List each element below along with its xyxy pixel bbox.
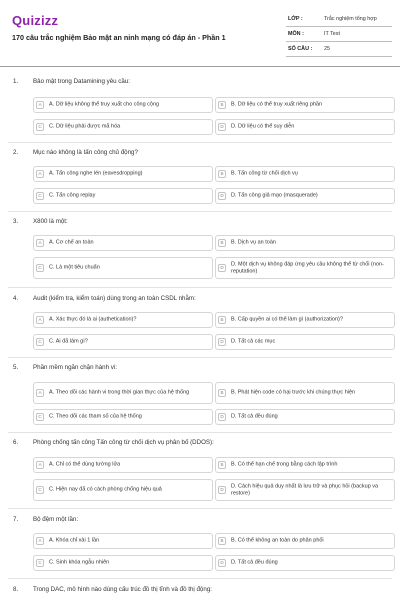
option-text: D. Dữ liệu có thể suy diễn xyxy=(231,123,295,130)
question-number: 4. xyxy=(13,295,19,302)
question-divider xyxy=(8,357,392,358)
question-text: Bảo mật trong Datamining yêu cầu: xyxy=(33,78,130,85)
meta-key: MÔN : xyxy=(288,31,304,37)
option-letter: B xyxy=(218,537,226,545)
option-d[interactable] xyxy=(215,479,395,501)
question-text: Trong DAC, mô hình nào dùng cấu trúc đồ thị tĩnh và đồ thị động: xyxy=(33,586,212,593)
option-text: D. Tất cả đều đúng xyxy=(231,559,278,566)
option-text: C. Sinh khóa ngẫu nhiên xyxy=(49,559,110,566)
option-text: A. Cơ chế an toàn xyxy=(49,239,94,246)
option-text: D. Tất cả đều đúng xyxy=(231,413,278,420)
question-text: Phòng chống tấn công Tấn công từ chối dịch vụ phân bố (DDOS): xyxy=(33,439,214,446)
option-b[interactable] xyxy=(215,533,395,549)
option-letter: B xyxy=(218,239,226,247)
option-letter: B xyxy=(218,389,226,397)
meta-key: SỐ CÂU : xyxy=(288,46,313,52)
option-letter: C xyxy=(36,123,44,131)
option-letter: C xyxy=(36,192,44,200)
option-c[interactable] xyxy=(33,334,213,350)
option-text: D. Cách hiệu quả duy nhất là lưu trữ và phục hồi (backup va restore) xyxy=(231,483,379,496)
option-letter: D xyxy=(218,559,226,567)
question-divider xyxy=(8,508,392,509)
option-d[interactable] xyxy=(215,409,395,425)
option-text: C. Là một tiêu chuẩn xyxy=(49,264,100,271)
question-divider xyxy=(8,142,392,143)
option-letter: B xyxy=(218,170,226,178)
option-text: A. Chỉ có thể dùng tường lửa xyxy=(49,461,121,468)
option-c[interactable] xyxy=(33,409,213,425)
option-letter: A xyxy=(36,239,44,247)
option-a[interactable] xyxy=(33,533,213,549)
option-d[interactable] xyxy=(215,334,395,350)
option-text: C. Tấn công replay xyxy=(49,192,96,199)
worksheet-meta xyxy=(286,12,392,57)
meta-value: 25 xyxy=(324,46,330,52)
header-divider xyxy=(0,66,400,67)
option-d[interactable] xyxy=(215,257,395,279)
option-b[interactable] xyxy=(215,235,395,251)
option-a[interactable] xyxy=(33,166,213,182)
option-letter: B xyxy=(218,461,226,469)
option-text: A. Xác thực đó là ai (authetication)? xyxy=(49,316,137,323)
option-a[interactable] xyxy=(33,312,213,328)
worksheet-header xyxy=(0,0,400,66)
option-text: B. Phát hiện code có hại trước khi chúng thực hiện xyxy=(231,389,356,396)
question-divider xyxy=(8,211,392,212)
option-c[interactable] xyxy=(33,188,213,204)
question-number: 6. xyxy=(13,439,19,446)
option-text: A. Dữ liệu không thể truy xuất cho công cộng xyxy=(49,101,160,108)
option-a[interactable] xyxy=(33,97,213,113)
option-text: B. Dịch vụ an toàn xyxy=(231,239,276,246)
option-b[interactable] xyxy=(215,312,395,328)
option-text: A. Khóa chỉ xài 1 lần xyxy=(49,537,100,544)
option-letter: C xyxy=(36,338,44,346)
meta-row-class xyxy=(286,12,392,27)
option-letter: A xyxy=(36,537,44,545)
meta-value: IT Test xyxy=(324,31,340,37)
option-letter: A xyxy=(36,101,44,109)
option-letter: C xyxy=(36,559,44,567)
option-text: A. Theo dõi các hành vi trong thời gian thực của hệ thống xyxy=(49,389,190,396)
question-text: Audit (kiểm tra, kiểm toán) dùng trong an toàn CSDL nhằm: xyxy=(33,295,196,302)
option-letter: D xyxy=(218,123,226,131)
option-c[interactable] xyxy=(33,119,213,135)
quizizz-logo: Quizizz xyxy=(12,13,59,28)
option-letter: B xyxy=(218,316,226,324)
option-b[interactable] xyxy=(215,457,395,473)
option-c[interactable] xyxy=(33,479,213,501)
question-divider xyxy=(8,287,392,288)
option-letter: A xyxy=(36,316,44,324)
option-letter: C xyxy=(36,413,44,421)
option-c[interactable] xyxy=(33,555,213,571)
option-text: D. Tất cả các mục xyxy=(231,338,276,345)
option-text: A. Tấn công nghe lén (eavesdropping) xyxy=(49,170,143,177)
option-text: C. Ai đã làm gì? xyxy=(49,338,88,345)
option-letter: D xyxy=(218,413,226,421)
option-d[interactable] xyxy=(215,555,395,571)
option-text: C. Dữ liệu phải được mã hóa xyxy=(49,123,121,130)
option-b[interactable] xyxy=(215,382,395,404)
option-text: B. Có thể hạn chế trong bằng cách lập trình xyxy=(231,461,338,468)
meta-row-subject xyxy=(286,27,392,42)
option-c[interactable] xyxy=(33,257,213,279)
option-letter: A xyxy=(36,461,44,469)
option-letter: D xyxy=(218,264,226,272)
option-text: C. Hiện nay đã có cách phòng chống hiệu quả xyxy=(49,486,162,493)
option-letter: C xyxy=(36,264,44,272)
question-number: 3. xyxy=(13,218,19,225)
worksheet-title: 170 câu trắc nghiệm Bảo mật an ninh mạng có đáp án - Phần 1 xyxy=(12,33,226,42)
option-letter: B xyxy=(218,101,226,109)
question-divider xyxy=(8,432,392,433)
question-text: Phần mềm ngăn chặn hành vi: xyxy=(33,364,117,371)
question-number: 5. xyxy=(13,364,19,371)
meta-row-count xyxy=(286,42,392,57)
question-number: 1. xyxy=(13,78,19,85)
question-divider xyxy=(8,578,392,579)
option-text: D. Một dịch vụ không đáp ứng yêu cầu không thể từ chối (non-reputation) xyxy=(231,261,384,274)
option-letter: D xyxy=(218,486,226,494)
question-text: Bộ đệm một lần: xyxy=(33,516,79,523)
option-text: C. Theo dõi các tham số của hệ thống xyxy=(49,413,142,420)
question-number: 8. xyxy=(13,586,19,593)
question-number: 2. xyxy=(13,149,19,156)
option-b[interactable] xyxy=(215,97,395,113)
option-letter: A xyxy=(36,170,44,178)
question-number: 7. xyxy=(13,516,19,523)
option-a[interactable] xyxy=(33,235,213,251)
option-text: D. Tấn công giả mạo (masquerade) xyxy=(231,192,318,199)
meta-key: LỚP : xyxy=(288,16,303,22)
option-letter: D xyxy=(218,338,226,346)
option-a[interactable] xyxy=(33,382,213,404)
option-text: B. Dữ liệu có thể truy xuất riêng phần xyxy=(231,101,323,108)
option-b[interactable] xyxy=(215,166,395,182)
meta-value: Trắc nghiệm tổng hợp xyxy=(324,16,377,22)
option-text: B. Cấp quyền ai có thể làm gì (authorization)? xyxy=(231,316,343,323)
option-letter: C xyxy=(36,486,44,494)
option-letter: A xyxy=(36,389,44,397)
option-text: B. Tấn công từ chối dịch vụ xyxy=(231,170,298,177)
option-d[interactable] xyxy=(215,119,395,135)
question-text: X800 là một: xyxy=(33,218,68,225)
option-d[interactable] xyxy=(215,188,395,204)
option-text: B. Có thể không an toàn do phân phối xyxy=(231,537,324,544)
option-a[interactable] xyxy=(33,457,213,473)
option-letter: D xyxy=(218,192,226,200)
question-text: Mục nào không là tấn công chủ động? xyxy=(33,149,138,156)
